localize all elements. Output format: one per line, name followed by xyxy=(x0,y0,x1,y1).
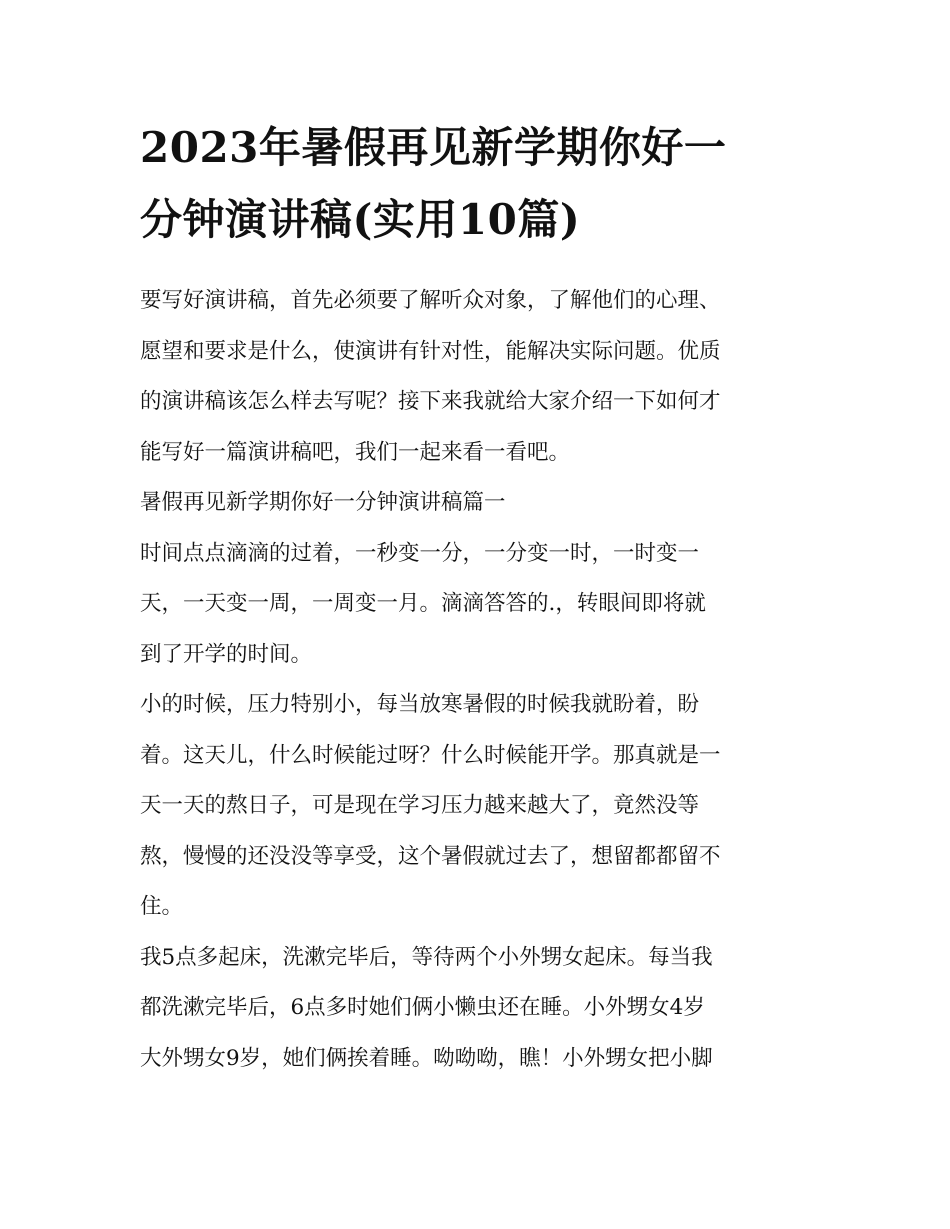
text-line: 小的时候，压力特别小，每当放寒暑假的时候我就盼着，盼 xyxy=(140,692,700,717)
text-line: 要写好演讲稿，首先必须要了解听众对象，了解他们的心理、 xyxy=(140,288,721,313)
text-line: 的演讲稿该怎么样去写呢？接下来我就给大家介绍一下如何才 xyxy=(140,389,721,414)
title-line: 分钟演讲稿(实用10篇) xyxy=(140,195,581,244)
text-line: 天，一天变一周，一周变一月。滴滴答答的.，转眼间即将就 xyxy=(140,591,706,616)
text-line: 能写好一篇演讲稿吧，我们一起来看一看吧。 xyxy=(140,439,571,465)
document-body xyxy=(140,276,830,1084)
text-line: 大外甥女9岁，她们俩挨着睡。呦呦呦，瞧！小外甥女把小脚 xyxy=(140,1045,713,1071)
text-line: 熬，慢慢的还没没等享受，这个暑假就过去了，想留都都留不 xyxy=(140,843,721,869)
text-line: 时间点点滴滴的过着，一秒变一分，一分变一时，一时变一 xyxy=(140,540,700,566)
document-title xyxy=(140,112,820,256)
body-paragraph xyxy=(140,529,830,681)
text-line: 住。 xyxy=(140,894,184,919)
body-paragraph xyxy=(140,933,830,1085)
text-line: 着。这天儿，什么时候能过呀？什么时候能开学。那真就是一 xyxy=(140,742,721,768)
section-heading xyxy=(140,478,830,529)
title-line: 2023年暑假再见新学期你好一 xyxy=(140,123,727,172)
text-line: 天一天的熬日子，可是现在学习压力越来越大了，竟然没等 xyxy=(140,793,700,818)
text-line: 我5点多起床，洗漱完毕后，等待两个小外甥女起床。每当我 xyxy=(140,944,713,970)
text-line: 暑假再见新学期你好一分钟演讲稿篇一 xyxy=(140,490,506,515)
intro-paragraph xyxy=(140,276,830,478)
text-line: 都洗漱完毕后，6点多时她们俩小懒虫还在睡。小外甥女4岁 xyxy=(140,995,705,1020)
body-paragraph xyxy=(140,680,830,933)
text-line: 愿望和要求是什么，使演讲有针对性，能解决实际问题。优质 xyxy=(140,338,721,364)
text-line: 到了开学的时间。 xyxy=(140,641,313,667)
